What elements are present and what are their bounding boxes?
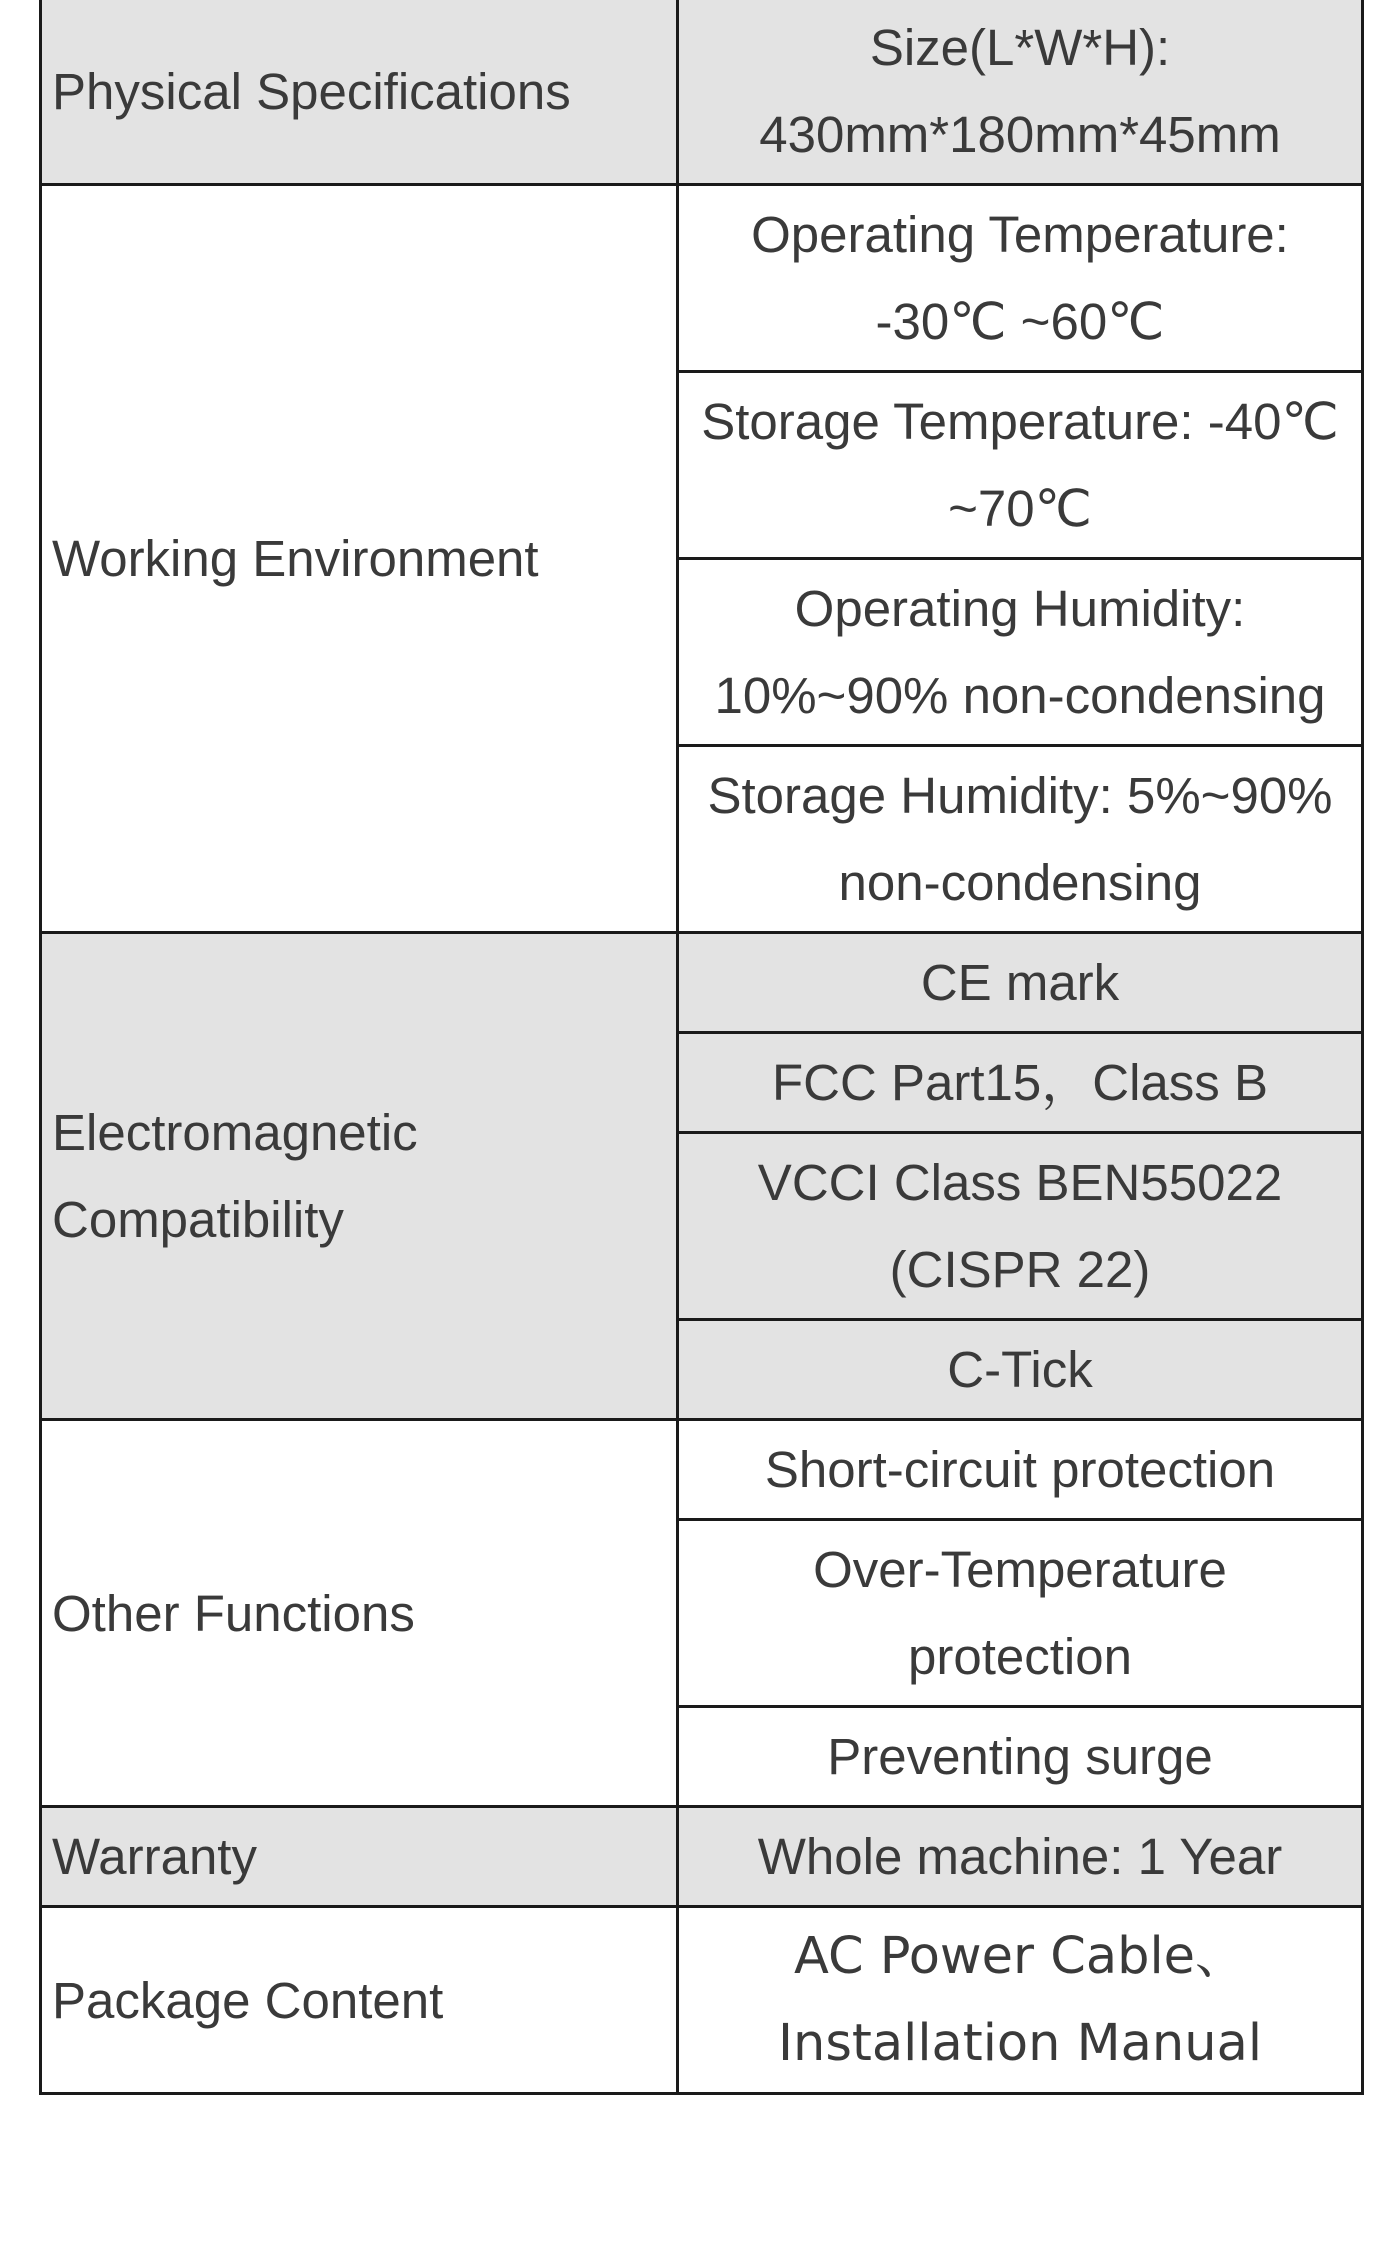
op-hum-line-1: Operating Humidity: (794, 580, 1246, 637)
physical-size-value (678, 0, 1363, 185)
operating-temperature-value (678, 185, 1363, 372)
ce-mark-value: CE mark (678, 933, 1363, 1033)
specifications-table (39, 0, 1364, 2095)
spec-row-package-content (41, 1907, 1363, 2094)
working-environment-label: Working Environment (41, 185, 678, 933)
op-temp-line-1: Operating Temperature: (751, 206, 1289, 263)
vcci-value (678, 1133, 1363, 1320)
emc-label-line-1: Electromagnetic (52, 1104, 418, 1161)
package-line-2: Installation Manual (777, 2014, 1262, 2073)
physical-specifications-label: Physical Specifications (41, 0, 678, 185)
spec-row-emc (41, 933, 1363, 1033)
spec-row-working-environment (41, 185, 1363, 372)
vcci-line-2: (CISPR 22) (889, 1241, 1151, 1298)
over-temperature-value (678, 1520, 1363, 1707)
vcci-line-1: VCCI Class BEN55022 (757, 1154, 1283, 1211)
storage-humidity-value (678, 746, 1363, 933)
operating-humidity-value (678, 559, 1363, 746)
warranty-value: Whole machine: 1 Year (678, 1807, 1363, 1907)
other-functions-label: Other Functions (41, 1420, 678, 1807)
size-line-2: 430mm*180mm*45mm (759, 106, 1281, 163)
over-temp-line-2: protection (908, 1628, 1132, 1685)
op-hum-line-2: 10%~90% non-condensing (714, 667, 1326, 724)
spec-row-other-functions (41, 1420, 1363, 1520)
fcc-value: FCC Part15，Class B (678, 1033, 1363, 1133)
emc-label (41, 933, 678, 1420)
package-content-label: Package Content (41, 1907, 678, 2094)
package-line-1: AC Power Cable、 (793, 1927, 1246, 1986)
c-tick-value: C-Tick (678, 1320, 1363, 1420)
spec-row-physical (41, 0, 1363, 185)
package-content-value (678, 1907, 1363, 2094)
st-temp-line-1: Storage Temperature: -40℃ (701, 393, 1339, 450)
size-line-1: Size(L*W*H): (869, 19, 1171, 76)
emc-label-line-2: Compatibility (52, 1191, 344, 1248)
op-temp-line-2: -30℃ ~60℃ (875, 293, 1165, 350)
spec-row-warranty (41, 1807, 1363, 1907)
over-temp-line-1: Over-Temperature (813, 1541, 1227, 1598)
short-circuit-value: Short-circuit protection (678, 1420, 1363, 1520)
storage-temperature-value (678, 372, 1363, 559)
preventing-surge-value: Preventing surge (678, 1707, 1363, 1807)
st-hum-line-2: non-condensing (838, 854, 1202, 911)
st-hum-line-1: Storage Humidity: 5%~90% (707, 767, 1333, 824)
st-temp-line-2: ~70℃ (948, 480, 1092, 537)
warranty-label: Warranty (41, 1807, 678, 1907)
